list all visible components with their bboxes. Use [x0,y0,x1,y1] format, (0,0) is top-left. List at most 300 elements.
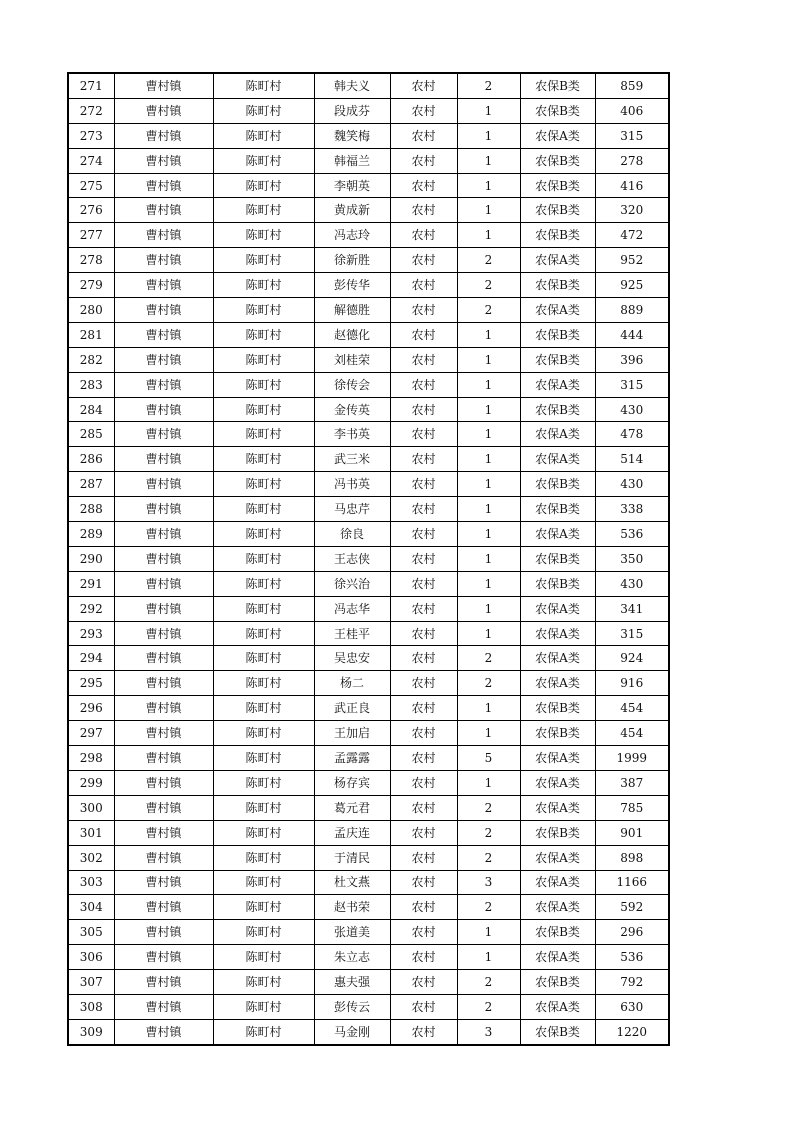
household-type-cell: 农村 [390,920,457,945]
town-cell: 曹村镇 [114,1019,213,1044]
name-cell: 冯志玲 [314,223,390,248]
insurance-category-cell: 农保B类 [520,198,595,223]
member-count-cell: 1 [457,322,520,347]
row-number-cell: 275 [68,173,114,198]
town-cell: 曹村镇 [114,372,213,397]
row-number-cell: 284 [68,397,114,422]
table-row [68,298,669,323]
name-cell: 王志侠 [314,546,390,571]
insurance-category-cell: 农保B类 [520,970,595,995]
name-cell: 彭传云 [314,994,390,1019]
town-cell: 曹村镇 [114,546,213,571]
member-count-cell: 2 [457,73,520,98]
name-cell: 赵书荣 [314,895,390,920]
amount-cell: 952 [595,248,669,273]
row-number-cell: 287 [68,472,114,497]
name-cell: 彭传华 [314,273,390,298]
member-count-cell: 1 [457,621,520,646]
town-cell: 曹村镇 [114,621,213,646]
member-count-cell: 1 [457,522,520,547]
village-cell: 陈町村 [213,472,314,497]
row-number-cell: 301 [68,820,114,845]
town-cell: 曹村镇 [114,696,213,721]
table-row [68,397,669,422]
member-count-cell: 1 [457,945,520,970]
household-type-cell: 农村 [390,746,457,771]
name-cell: 徐兴治 [314,571,390,596]
name-cell: 刘桂荣 [314,347,390,372]
insurance-category-cell: 农保B类 [520,472,595,497]
table-row [68,223,669,248]
name-cell: 孟露露 [314,746,390,771]
name-cell: 韩福兰 [314,148,390,173]
insurance-category-cell: 农保A类 [520,248,595,273]
table-row [68,571,669,596]
insurance-category-cell: 农保B类 [520,73,595,98]
row-number-cell: 298 [68,746,114,771]
town-cell: 曹村镇 [114,646,213,671]
member-count-cell: 1 [457,98,520,123]
village-cell: 陈町村 [213,148,314,173]
name-cell: 武三米 [314,447,390,472]
town-cell: 曹村镇 [114,870,213,895]
amount-cell: 478 [595,422,669,447]
insurance-category-cell: 农保B类 [520,148,595,173]
insurance-category-cell: 农保B类 [520,820,595,845]
relief-roster-table [67,72,670,1046]
insurance-category-cell: 农保B类 [520,571,595,596]
member-count-cell: 2 [457,970,520,995]
insurance-category-cell: 农保A类 [520,746,595,771]
amount-cell: 536 [595,945,669,970]
name-cell: 徐新胜 [314,248,390,273]
insurance-category-cell: 农保A类 [520,795,595,820]
household-type-cell: 农村 [390,173,457,198]
name-cell: 冯志华 [314,596,390,621]
amount-cell: 338 [595,497,669,522]
name-cell: 金传英 [314,397,390,422]
village-cell: 陈町村 [213,546,314,571]
member-count-cell: 1 [457,770,520,795]
insurance-category-cell: 农保A类 [520,646,595,671]
insurance-category-cell: 农保B类 [520,98,595,123]
member-count-cell: 2 [457,994,520,1019]
village-cell: 陈町村 [213,945,314,970]
table-row [68,696,669,721]
amount-cell: 454 [595,696,669,721]
row-number-cell: 283 [68,372,114,397]
town-cell: 曹村镇 [114,820,213,845]
member-count-cell: 2 [457,298,520,323]
household-type-cell: 农村 [390,248,457,273]
name-cell: 杨二 [314,671,390,696]
town-cell: 曹村镇 [114,248,213,273]
name-cell: 解德胜 [314,298,390,323]
household-type-cell: 农村 [390,820,457,845]
member-count-cell: 1 [457,546,520,571]
table-row [68,73,669,98]
name-cell: 武正良 [314,696,390,721]
name-cell: 杜文燕 [314,870,390,895]
table-row [68,447,669,472]
table-row [68,795,669,820]
village-cell: 陈町村 [213,970,314,995]
village-cell: 陈町村 [213,422,314,447]
household-type-cell: 农村 [390,322,457,347]
household-type-cell: 农村 [390,870,457,895]
household-type-cell: 农村 [390,273,457,298]
village-cell: 陈町村 [213,994,314,1019]
village-cell: 陈町村 [213,820,314,845]
table-row [68,248,669,273]
name-cell: 惠夫强 [314,970,390,995]
village-cell: 陈町村 [213,596,314,621]
amount-cell: 514 [595,447,669,472]
member-count-cell: 1 [457,347,520,372]
town-cell: 曹村镇 [114,298,213,323]
name-cell: 于清民 [314,845,390,870]
name-cell: 朱立志 [314,945,390,970]
village-cell: 陈町村 [213,223,314,248]
household-type-cell: 农村 [390,571,457,596]
amount-cell: 898 [595,845,669,870]
village-cell: 陈町村 [213,621,314,646]
amount-cell: 901 [595,820,669,845]
table-row [68,198,669,223]
member-count-cell: 2 [457,273,520,298]
table-row [68,920,669,945]
row-number-cell: 305 [68,920,114,945]
table-row [68,322,669,347]
table-row [68,770,669,795]
table-row [68,945,669,970]
member-count-cell: 1 [457,223,520,248]
town-cell: 曹村镇 [114,596,213,621]
village-cell: 陈町村 [213,372,314,397]
amount-cell: 278 [595,148,669,173]
village-cell: 陈町村 [213,248,314,273]
town-cell: 曹村镇 [114,123,213,148]
row-number-cell: 274 [68,148,114,173]
row-number-cell: 299 [68,770,114,795]
table-row [68,721,669,746]
town-cell: 曹村镇 [114,397,213,422]
household-type-cell: 农村 [390,795,457,820]
household-type-cell: 农村 [390,73,457,98]
village-cell: 陈町村 [213,646,314,671]
household-type-cell: 农村 [390,497,457,522]
household-type-cell: 农村 [390,970,457,995]
insurance-category-cell: 农保A类 [520,994,595,1019]
table-row [68,422,669,447]
member-count-cell: 1 [457,173,520,198]
row-number-cell: 293 [68,621,114,646]
town-cell: 曹村镇 [114,73,213,98]
name-cell: 孟庆连 [314,820,390,845]
town-cell: 曹村镇 [114,945,213,970]
member-count-cell: 2 [457,646,520,671]
member-count-cell: 1 [457,596,520,621]
insurance-category-cell: 农保A类 [520,895,595,920]
amount-cell: 472 [595,223,669,248]
row-number-cell: 291 [68,571,114,596]
household-type-cell: 农村 [390,198,457,223]
village-cell: 陈町村 [213,571,314,596]
town-cell: 曹村镇 [114,347,213,372]
table-row [68,746,669,771]
household-type-cell: 农村 [390,98,457,123]
town-cell: 曹村镇 [114,322,213,347]
village-cell: 陈町村 [213,795,314,820]
row-number-cell: 296 [68,696,114,721]
household-type-cell: 农村 [390,596,457,621]
row-number-cell: 300 [68,795,114,820]
name-cell: 魏笑梅 [314,123,390,148]
household-type-cell: 农村 [390,372,457,397]
member-count-cell: 1 [457,721,520,746]
table-row [68,148,669,173]
household-type-cell: 农村 [390,845,457,870]
name-cell: 李朝英 [314,173,390,198]
insurance-category-cell: 农保A类 [520,945,595,970]
village-cell: 陈町村 [213,397,314,422]
name-cell: 李书英 [314,422,390,447]
member-count-cell: 2 [457,671,520,696]
insurance-category-cell: 农保A类 [520,422,595,447]
household-type-cell: 农村 [390,347,457,372]
row-number-cell: 276 [68,198,114,223]
insurance-category-cell: 农保B类 [520,546,595,571]
row-number-cell: 295 [68,671,114,696]
name-cell: 王加启 [314,721,390,746]
village-cell: 陈町村 [213,73,314,98]
insurance-category-cell: 农保B类 [520,920,595,945]
table-row [68,870,669,895]
town-cell: 曹村镇 [114,472,213,497]
town-cell: 曹村镇 [114,571,213,596]
household-type-cell: 农村 [390,1019,457,1044]
village-cell: 陈町村 [213,1019,314,1044]
amount-cell: 454 [595,721,669,746]
household-type-cell: 农村 [390,223,457,248]
village-cell: 陈町村 [213,522,314,547]
amount-cell: 315 [595,372,669,397]
name-cell: 葛元君 [314,795,390,820]
village-cell: 陈町村 [213,273,314,298]
name-cell: 马金刚 [314,1019,390,1044]
village-cell: 陈町村 [213,920,314,945]
name-cell: 段成芬 [314,98,390,123]
household-type-cell: 农村 [390,646,457,671]
insurance-category-cell: 农保B类 [520,721,595,746]
member-count-cell: 2 [457,845,520,870]
town-cell: 曹村镇 [114,273,213,298]
household-type-cell: 农村 [390,447,457,472]
amount-cell: 889 [595,298,669,323]
member-count-cell: 3 [457,870,520,895]
table-row [68,1019,669,1044]
amount-cell: 859 [595,73,669,98]
row-number-cell: 303 [68,870,114,895]
town-cell: 曹村镇 [114,795,213,820]
amount-cell: 396 [595,347,669,372]
village-cell: 陈町村 [213,98,314,123]
member-count-cell: 1 [457,372,520,397]
town-cell: 曹村镇 [114,148,213,173]
town-cell: 曹村镇 [114,920,213,945]
table-row [68,273,669,298]
row-number-cell: 285 [68,422,114,447]
table-row [68,621,669,646]
insurance-category-cell: 农保A类 [520,621,595,646]
insurance-category-cell: 农保A类 [520,770,595,795]
town-cell: 曹村镇 [114,746,213,771]
row-number-cell: 292 [68,596,114,621]
member-count-cell: 1 [457,397,520,422]
insurance-category-cell: 农保A类 [520,870,595,895]
town-cell: 曹村镇 [114,845,213,870]
insurance-category-cell: 农保B类 [520,223,595,248]
amount-cell: 1999 [595,746,669,771]
table-row [68,522,669,547]
village-cell: 陈町村 [213,895,314,920]
town-cell: 曹村镇 [114,770,213,795]
name-cell: 吴忠安 [314,646,390,671]
amount-cell: 925 [595,273,669,298]
household-type-cell: 农村 [390,770,457,795]
member-count-cell: 2 [457,820,520,845]
amount-cell: 592 [595,895,669,920]
table-row [68,173,669,198]
village-cell: 陈町村 [213,123,314,148]
insurance-category-cell: 农保B类 [520,397,595,422]
row-number-cell: 308 [68,994,114,1019]
village-cell: 陈町村 [213,746,314,771]
town-cell: 曹村镇 [114,223,213,248]
insurance-category-cell: 农保A类 [520,671,595,696]
member-count-cell: 1 [457,571,520,596]
amount-cell: 315 [595,621,669,646]
amount-cell: 444 [595,322,669,347]
name-cell: 杨存宾 [314,770,390,795]
member-count-cell: 5 [457,746,520,771]
row-number-cell: 290 [68,546,114,571]
table-row [68,646,669,671]
amount-cell: 924 [595,646,669,671]
town-cell: 曹村镇 [114,970,213,995]
household-type-cell: 农村 [390,148,457,173]
village-cell: 陈町村 [213,347,314,372]
town-cell: 曹村镇 [114,522,213,547]
row-number-cell: 280 [68,298,114,323]
insurance-category-cell: 农保A类 [520,596,595,621]
insurance-category-cell: 农保B类 [520,497,595,522]
amount-cell: 320 [595,198,669,223]
row-number-cell: 294 [68,646,114,671]
row-number-cell: 302 [68,845,114,870]
name-cell: 徐传会 [314,372,390,397]
name-cell: 张道美 [314,920,390,945]
table-row [68,472,669,497]
amount-cell: 387 [595,770,669,795]
row-number-cell: 309 [68,1019,114,1044]
household-type-cell: 农村 [390,721,457,746]
table-row [68,347,669,372]
name-cell: 马忠芹 [314,497,390,522]
amount-cell: 430 [595,571,669,596]
name-cell: 赵德化 [314,322,390,347]
name-cell: 王桂平 [314,621,390,646]
village-cell: 陈町村 [213,298,314,323]
amount-cell: 536 [595,522,669,547]
town-cell: 曹村镇 [114,422,213,447]
member-count-cell: 1 [457,497,520,522]
amount-cell: 1166 [595,870,669,895]
amount-cell: 350 [595,546,669,571]
member-count-cell: 3 [457,1019,520,1044]
amount-cell: 430 [595,397,669,422]
insurance-category-cell: 农保A类 [520,123,595,148]
member-count-cell: 1 [457,920,520,945]
village-cell: 陈町村 [213,870,314,895]
row-number-cell: 288 [68,497,114,522]
insurance-category-cell: 农保B类 [520,696,595,721]
insurance-category-cell: 农保B类 [520,322,595,347]
member-count-cell: 2 [457,248,520,273]
insurance-category-cell: 农保A类 [520,372,595,397]
town-cell: 曹村镇 [114,994,213,1019]
household-type-cell: 农村 [390,422,457,447]
town-cell: 曹村镇 [114,671,213,696]
village-cell: 陈町村 [213,696,314,721]
household-type-cell: 农村 [390,397,457,422]
household-type-cell: 农村 [390,522,457,547]
name-cell: 黄成新 [314,198,390,223]
amount-cell: 1220 [595,1019,669,1044]
insurance-category-cell: 农保B类 [520,1019,595,1044]
amount-cell: 406 [595,98,669,123]
table-row [68,546,669,571]
row-number-cell: 306 [68,945,114,970]
household-type-cell: 农村 [390,696,457,721]
village-cell: 陈町村 [213,845,314,870]
table-row [68,671,669,696]
row-number-cell: 297 [68,721,114,746]
name-cell: 徐良 [314,522,390,547]
member-count-cell: 1 [457,198,520,223]
household-type-cell: 农村 [390,621,457,646]
row-number-cell: 304 [68,895,114,920]
amount-cell: 916 [595,671,669,696]
member-count-cell: 1 [457,696,520,721]
household-type-cell: 农村 [390,546,457,571]
row-number-cell: 281 [68,322,114,347]
town-cell: 曹村镇 [114,497,213,522]
table-row [68,372,669,397]
row-number-cell: 278 [68,248,114,273]
name-cell: 冯书英 [314,472,390,497]
village-cell: 陈町村 [213,447,314,472]
insurance-category-cell: 农保A类 [520,447,595,472]
village-cell: 陈町村 [213,770,314,795]
town-cell: 曹村镇 [114,173,213,198]
amount-cell: 792 [595,970,669,995]
member-count-cell: 2 [457,795,520,820]
amount-cell: 416 [595,173,669,198]
table-row [68,994,669,1019]
row-number-cell: 272 [68,98,114,123]
member-count-cell: 1 [457,422,520,447]
